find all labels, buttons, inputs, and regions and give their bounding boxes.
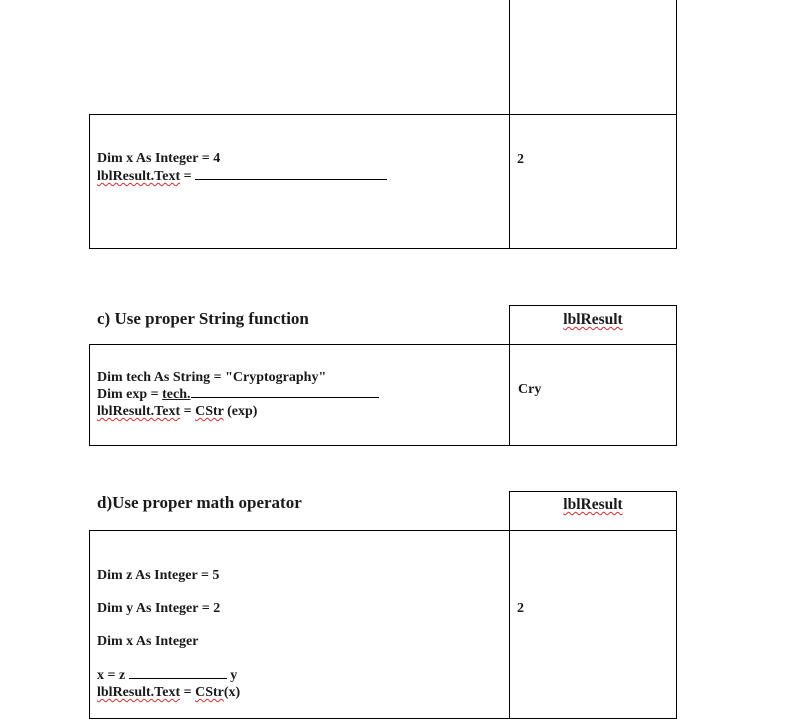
answer-cell-b <box>509 114 677 249</box>
code-line-c2-prefix: Dim exp = <box>97 387 163 402</box>
answer-value-d: 2 <box>517 601 524 616</box>
code-line-b2 <box>97 168 387 185</box>
code-line-d4 <box>97 667 237 684</box>
section-d-heading: d)Use proper math operator <box>97 493 302 512</box>
code-line-d4-suffix: y <box>226 668 238 683</box>
answer-blank-b <box>195 168 387 180</box>
result-header-d: lblResult <box>563 496 623 513</box>
assign-operator: = <box>180 404 196 419</box>
lblresult-text-token: lblResult.Text <box>97 685 181 700</box>
answer-blank-c <box>191 386 379 398</box>
lblresult-text-token: lblResult.Text <box>97 404 181 419</box>
code-line-c2 <box>97 386 379 403</box>
code-line-d2: Dim y As Integer = 2 <box>97 601 221 616</box>
code-line-b1: Dim x As Integer = 4 <box>97 151 221 166</box>
code-line-d5 <box>97 684 240 701</box>
code-line-c3 <box>97 403 257 420</box>
code-line-d3: Dim x As Integer <box>97 634 199 649</box>
answer-value-b: 2 <box>517 152 524 167</box>
assign-operator: = <box>180 685 196 700</box>
code-line-d1: Dim z As Integer = 5 <box>97 568 220 583</box>
answer-cell-d <box>509 530 677 719</box>
section-c-heading: c) Use proper String function <box>97 309 309 328</box>
cstr-arg: (x) <box>223 685 241 700</box>
assign-operator: = <box>180 169 196 184</box>
operator-blank-d <box>129 667 227 679</box>
cstr-arg: (exp) <box>223 404 258 419</box>
answer-cell-top-fragment <box>509 0 677 115</box>
cstr-token: CStr <box>195 404 224 419</box>
result-header-c: lblResult <box>563 311 623 328</box>
code-line-c1: Dim tech As String = "Cryptography" <box>97 370 327 385</box>
code-line-d4-prefix: x = z <box>97 668 129 683</box>
cstr-token: CStr <box>195 685 224 700</box>
answer-value-c: Cry <box>518 382 542 397</box>
lblresult-text-token: lblResult.Text <box>97 169 181 184</box>
tech-ref: tech. <box>162 387 191 402</box>
